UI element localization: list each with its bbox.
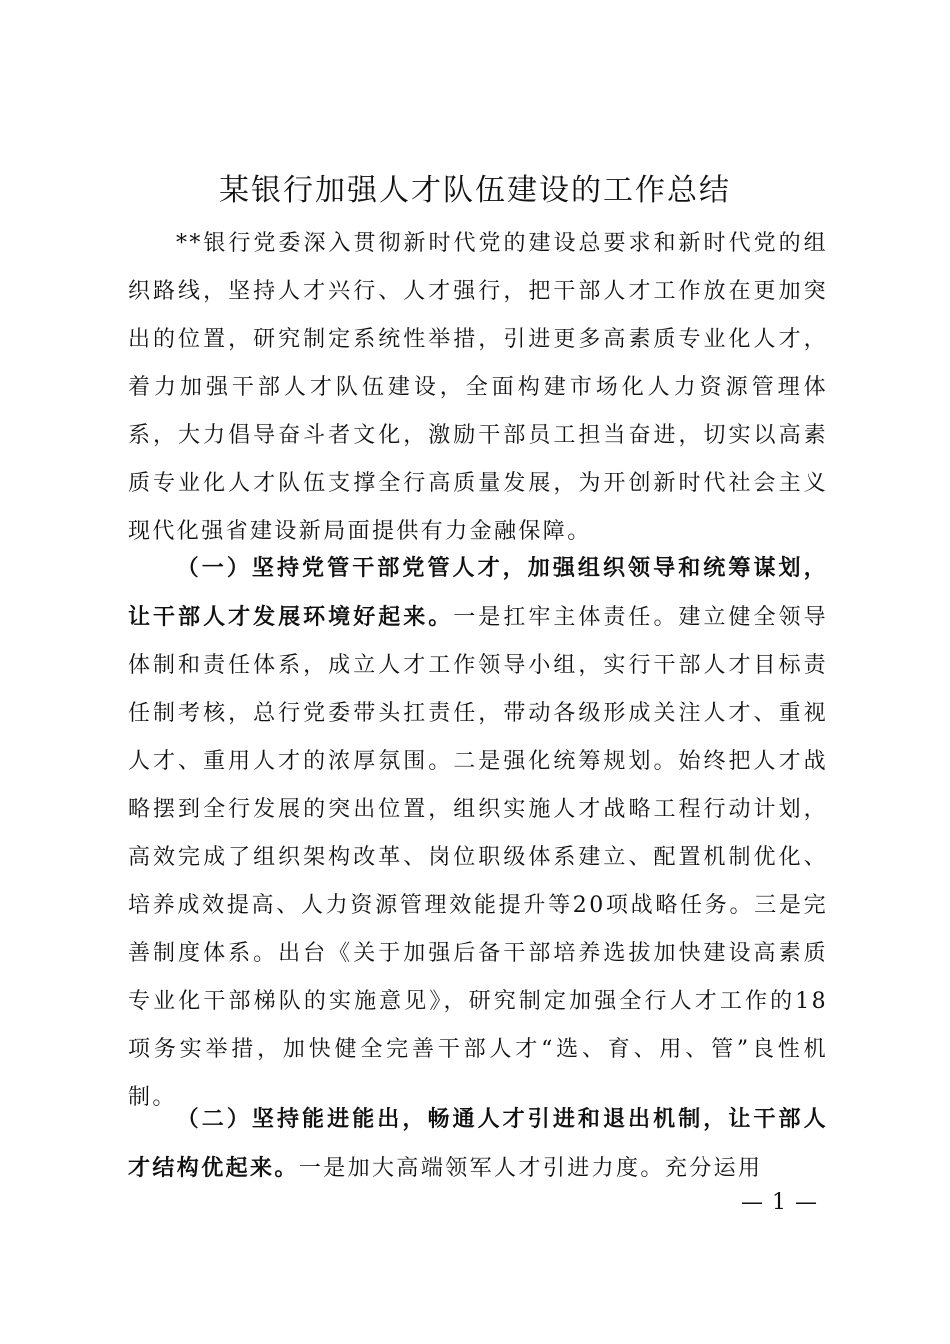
section-heading: （二）坚持能进能出，畅通人才引进和退出机制，让干部人才结构优起来。 bbox=[128, 1106, 828, 1181]
paragraph-text: 一是加大高端领军人才引进力度。充分运用 bbox=[298, 1156, 763, 1181]
paragraph-section-2 bbox=[128, 1095, 828, 1193]
section-heading: （一）坚持党管干部党管人才，加强组织领导和统筹谋划，让干部人才发展环境好起来。 bbox=[128, 555, 828, 630]
page-number: — 1 — bbox=[741, 1190, 818, 1215]
paragraph-section-1 bbox=[128, 544, 828, 1122]
paragraph-text: **银行党委深入贯彻新时代党的建设总要求和新时代党的组织路线，坚持人才兴行、人才强行，把干部人才工作放在更加突出的位置，研究制定系统性举措，引进更多高素质专业化人才，着力加强干部人才队伍建设，全面构建市场化人力资源管理体系，大力倡导奋斗者文化，激励干部员工担当奋进，切实以高素质专业化人才队伍支撑全行高质量发展，为开创新时代社会主义现代化强省建设新局面提供有力金融保障。 bbox=[128, 231, 828, 544]
paragraph-text: 一是扛牢主体责任。建立健全领导体制和责任体系，成立人才工作领导小组，实行干部人才目标责任制考核，总行党委带头扛责任，带动各级形成关注人才、重视人才、重用人才的浓厚氛围。二是强化统筹规划。始终把人才战略摆到全行发展的突出位置，组织实施人才战略工程行动计划，高效完成了组织架构改革、岗位职级体系建立、配置机制优化、培养成效提高、人力资源管理效能提升等20项战略任务。三是完善制度体系。出台《关于加强后备干部培养选拔加快建设高素质专业化干部梯队的实施意见》，研究制定加强全行人才工作的18项务实举措，加快健全完善干部人才“选、育、用、管”良性机制。 bbox=[128, 605, 828, 1110]
paragraph-intro bbox=[128, 220, 828, 556]
document-title: 某银行加强人才队伍建设的工作总结 bbox=[219, 173, 731, 208]
